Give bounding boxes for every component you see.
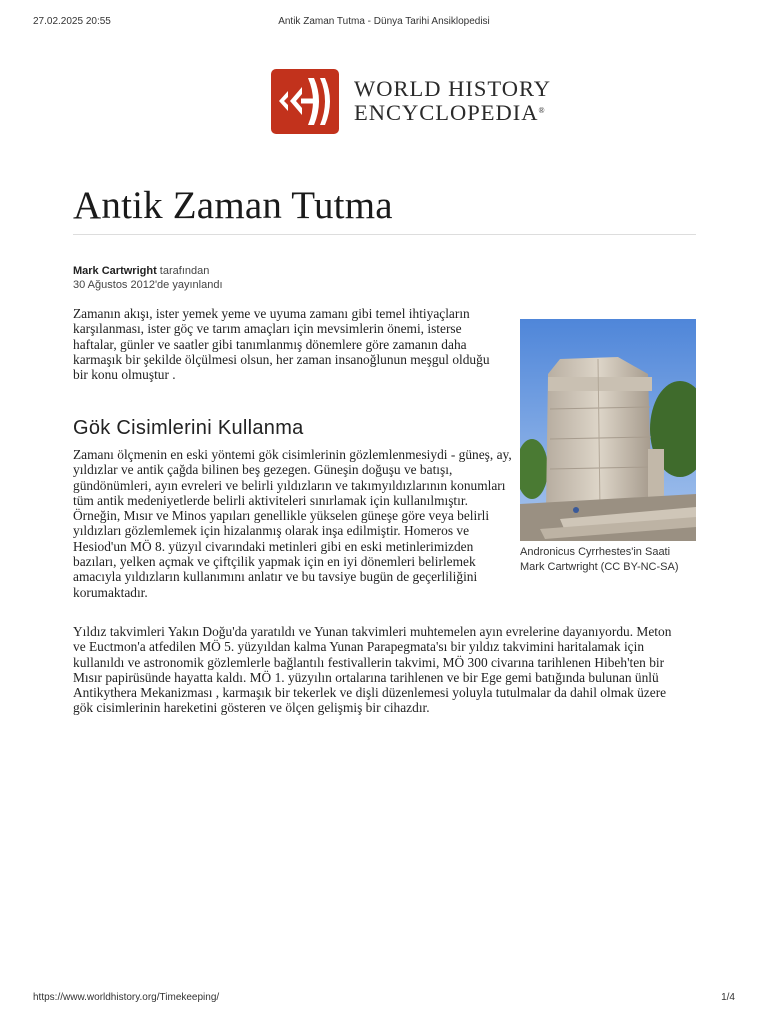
author-suffix: tarafından <box>156 265 210 277</box>
intro-paragraph: Zamanın akışı, ister yemek yeme ve uyuma zamanı gibi temel ihtiyaçların karşılanması, ister göç ve tarım amaçları için mevsimlerin önemi, isterse haftalar, günler ve saatler gibi tanımlanmış dönemlere göre zamanın daha karmaşık bir şekilde ölçülmesi olsun, her zaman insanoğlunun meşgul olduğu bir konu olmuştur . <box>73 306 490 383</box>
print-footer <box>33 992 735 1006</box>
section-paragraph-2: Yıldız takvimleri Yakın Doğu'da yaratıldı ve Yunan takvimleri muhtemelen ayın evrelerine dayanıyordu. Meton ve Euctmon'a atfedilen MÖ 5. yüzyıldan kalma Yunan Parapegmata'sı bir yıldız takvimini haritalamak için kullanıldı ve astronomik gözlemlerle bağlantılı festivallerin takvimi, MÖ 300 civarına tarihlenen Hibeh'ten bir Mısır papirüsünde hayatta kaldı. MÖ 1. yüzyılın ortalarına tarihlenen ve bir Ege gemi batığında bulunan ünlü Antikythera Mekanizması , karmaşık bir tekerlek ve dişli düzenlemesi yoluyla tutulmalar da dahil olmak üzere gök cisimlerinin hareketini gösteren ve ölçen gelişmiş bir cihazdır. <box>73 624 672 716</box>
section-paragraph-1: Zamanı ölçmenin en eski yöntemi gök cisimlerinin gözlemlenmesiydi - güneş, ay, yıldızlar ve antik çağda bilinen beş gezegen. Güneşin doğuşu ve batışı, gündönümleri, ayın evreleri ve belirli yıldızların ve takımyıldızlarının konumları tüm antik medeniyetlerde belirli aktiviteleri sınırlamak için kullanılmıştır. Örneğin, Mısır ve Minos yapıları genellikle yükselen güneşe göre veya belirli yıldızları gözlemlemek için hizalanmış olarak inşa edilmiştir. Homeros ve Hesiod'un MÖ 8. yüzyıl civarındaki metinleri gibi en eski metinlerimizden bazıları, yelken açmak ve çiftçilik yapmak için en iyi dönemleri belirlemek amacıyla yıldızların kullanımını anlatır ve bu tavsiye bugün de geçerliliğini korumaktadır. <box>73 447 512 600</box>
author-name[interactable]: Mark Cartwright <box>73 265 157 277</box>
tower-of-the-winds-photo[interactable] <box>520 319 696 541</box>
figure-credit: Mark Cartwright (CC BY-NC-SA) <box>520 561 679 573</box>
figure-caption-title: Andronicus Cyrrhestes'in Saati <box>520 546 671 558</box>
logo-line1: WORLD HISTORY <box>354 76 551 101</box>
publish-date: 30 Ağustos 2012'de yayınlandı <box>73 279 223 291</box>
logo-wordmark <box>354 77 551 125</box>
site-logo[interactable] <box>271 68 561 134</box>
print-page-title: Antik Zaman Tutma - Dünya Tarihi Ansiklopedisi <box>278 16 490 27</box>
registered-mark: ® <box>538 106 546 115</box>
byline <box>73 264 223 292</box>
logo-line2-text: ENCYCLOPEDIA <box>354 100 539 125</box>
print-header <box>33 16 735 30</box>
page-number: 1/4 <box>721 992 735 1003</box>
article-title: Antik Zaman Tutma <box>73 184 393 227</box>
figure-caption <box>520 545 696 575</box>
print-datetime: 27.02.2025 20:55 <box>33 16 111 27</box>
author-line <box>73 264 223 278</box>
logo-mark-icon <box>271 69 339 134</box>
print-url[interactable]: https://www.worldhistory.org/Timekeeping/ <box>33 992 220 1003</box>
title-divider <box>73 234 696 235</box>
logo-line2 <box>354 101 551 125</box>
article-figure <box>520 319 696 575</box>
section-heading: Gök Cisimlerini Kullanma <box>73 417 304 439</box>
